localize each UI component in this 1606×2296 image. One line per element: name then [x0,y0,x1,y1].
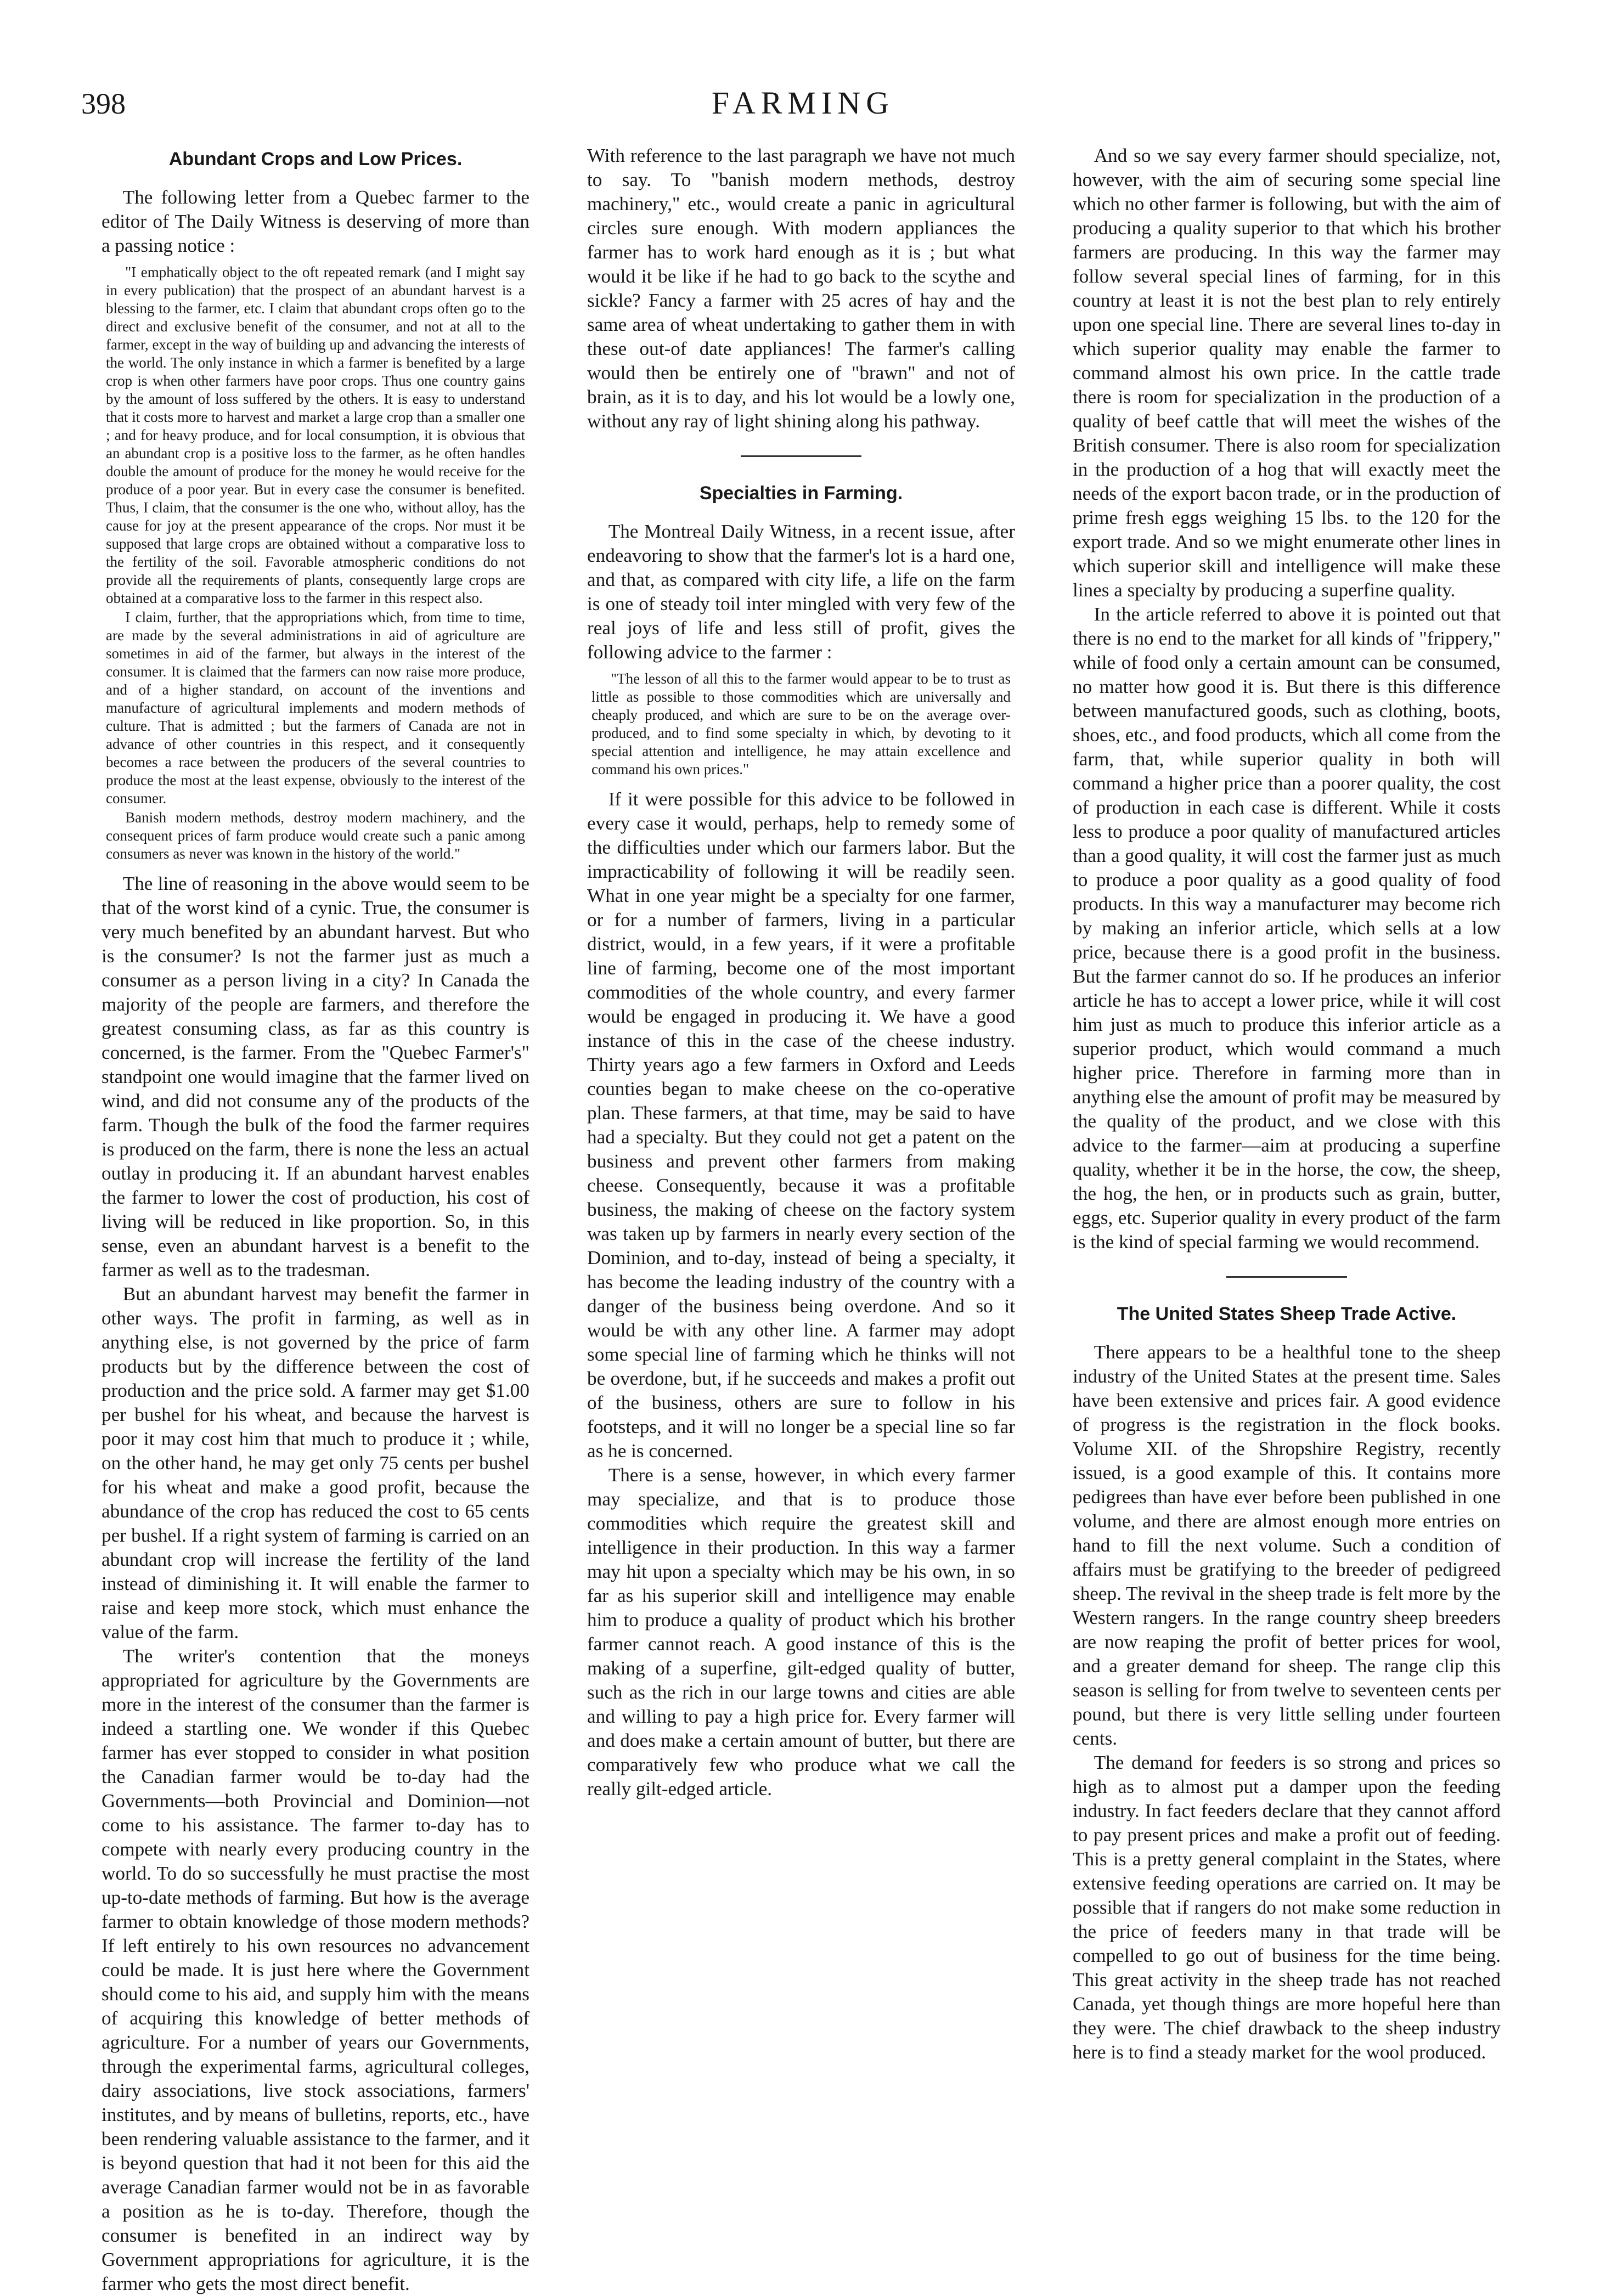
letter-quote [102,263,529,863]
quote-paragraph: I claim, further, that the appropriations which, from time to time, are made by the several administrations in aid of agriculture are sometimes in aid of the farmer, but always in the interest of the consumer. It is claimed that the farmers can now raise more produce, and of a higher standard, on account of the inventions and manufacture of agricultural implements and modern methods of culture. That is admitted ; but the farmers of Canada are not in advance of other countries in this respect, and it consequently becomes a race between the producers of the several countries to produce the most at the least expense, obviously to the interest of the consumer. [106,609,525,806]
body-paragraph: With reference to the last paragraph we have not much to say. To "banish modern methods, destroy machinery," etc., would create a panic in agricultural circles sure enough. With modern appliances the farmer has to work hard enough as it is ; but what would it be like if he had to go back to the scythe and sickle? Fancy a farmer with 25 acres of hay and the same area of wheat undertaking to gather them in with these out-of date appliances! The farmer's calling would then be entirely one of "brawn" and not of brain, as it is to day, and his lot would be a lowly one, without any ray of light shining along his pathway. [587,145,1015,432]
body-paragraph: But an abundant harvest may benefit the farmer in other ways. The profit in farming, as well as in anything else, is not governed by the price of farm products but by the difference between the cost of production and the price sold. A farmer may get $1.00 per bushel for his wheat, and because the harvest is poor it may cost him that much to produce it ; while, on the other hand, he may get only 75 cents per bushel for his wheat and make a good profit, because the abundance of the crop has reduced the cost to 65 cents per bushel. If a right system of farming is carried on an abundant crop will increase the fertility of the land instead of diminishing it. It will enable the farmer to raise and keep more stock, which must enhance the value of the farm. [102,1283,529,1643]
advice-quote [587,670,1015,779]
running-head: FARMING [711,85,895,121]
column-2 [587,144,1015,2135]
page-number: 398 [81,87,126,120]
quote-paragraph: Banish modern methods, destroy modern machinery, and the consequent prices of farm produce would create such a panic among consumers as never was known in the history of the world." [106,809,525,862]
body-paragraph: There is a sense, however, in which every farmer may specialize, and that is to produce those commodities which require the greatest skill and intelligence in their production. In this way a farmer may hit upon a specialty which may be his own, in so far as his superior skill and intelligence may enable him to produce a quality of product which his brother farmer cannot reach. A good instance of this is the making of a superfine, gilt-edged quality of butter, such as the rich in our large towns and cities are able and willing to pay a high price for. Every farmer will and does make a certain amount of butter, but there are comparatively few who produce what we call the really gilt-edged article. [587,1464,1015,1799]
article-heading: Abundant Crops and Low Prices. [168,149,463,170]
article-intro: The following letter from a Quebec farmer to the editor of The Daily Witness is deserving of more than a passing notice : [102,187,529,256]
body-paragraph: The writer's contention that the moneys appropriated for agriculture by the Governments are more in the interest of the consumer than the farmer is indeed a startling one. We wonder if this Quebec farmer has ever stopped to consider in what position the Canadian farmer would be to-day had the Governments—both Provincial and Dominion—not come to his assistance. The farmer to-day has to compete with nearly every producing country in the world. To do so successfully he must practise the most up-to-date methods of farming. But how is the average farmer to obtain knowledge of those modern methods? If left entirely to his own resources no advancement could be made. It is just here where the Government should come to his aid, and supply him with the means of acquiring this knowledge of better methods of agriculture. For a number of years our Governments, through the experimental farms, agricultural colleges, dairy associations, live stock associations, farmers' institutes, and by means of bulletins, reports, etc., have been rendering valuable assistance to the farmer, and it is beyond question that had it not been for this aid the average Canadian farmer would not be in as favorable a position as he is to-day. Therefore, though the consumer is benefited in an indirect way by Government appropriations for agriculture, it is the farmer who gets the most direct benefit. [102,1645,529,2294]
body-paragraph: In the article referred to above it is pointed out that there is no end to the market for all kinds of "frippery," while of food only a certain amount can be consumed, no matter how good it is. But there is this difference between manufactured goods, such as clothing, boots, shoes, etc., and food products, which all come from the farm, that, while superior quality in both will command a higher price than a poorer quality, the cost of production in each case is different. While it costs less to produce a poor quality of manufactured articles than a good quality, it will cost the farmer just as much to produce a poor quality as a good quality of food products. In this way a manufacturer may become rich by making an inferior article, which sells at a low price, because there is a good profit in the business. But the farmer cannot do so. If he produces an inferior article he has to accept a lower price, while it will cost him just as much to produce this inferior article as a superior product, which would command a much higher price. Therefore in farming more than in anything else the amount of profit may be measured by the quality of the product, and we close with this advice to the farmer—aim at producing a superfine quality, whether it be in the horse, the cow, the sheep, the hog, the hen, or in products such as grain, butter, eggs, etc. Superior quality in every product of the farm is the kind of special farming we would recommend. [1073,603,1501,1253]
column-3 [1073,144,1501,2135]
article-heading: The United States Sheep Trade Active. [1117,1304,1457,1324]
section-divider [741,455,861,457]
column-1 [102,144,529,2294]
quote-paragraph: "I emphatically object to the oft repeated remark (and I might say in every publication) that the prospect of an abundant harvest is a blessing to the farmer, etc. I claim that abundant crops often go to the direct and exclusive benefit of the consumer, and not at all to the farmer, except in the way of building up and advancing the interests of the world. The only instance in which a farmer is benefited by a large crop is when other farmers have poor crops. Thus one country gains by the amount of loss suffered by the others. It is easy to understand that it costs more to harvest and market a large crop than a smaller one ; and for heavy produce, and for local consumption, it is obvious that an abundant crop is a positive loss to the farmer, as he often handles double the amount of produce for the money he would receive for the produce of a poor year. But in every case the consumer is benefited. Thus, I claim, that the consumer is the one who, without alloy, has the cause for joy at the present appearance of the crops. Nor must it be supposed that large crops are obtained without a comparative loss to the fertility of the soil. Favorable atmospheric conditions do not provide all the requirements of plants, consequently large crops are obtained at a comparative loss to the farmer in this respect also. [106,264,525,606]
body-paragraph: If it were possible for this advice to be followed in every case it would, perhaps, help to remedy some of the difficulties under which our farmers labor. But the impracticability of following it will be readily seen. What in one year might be a specialty for one farmer, or for a number of farmers, living in a particular district, would, in a few years, if it were a profitable line of farming, become one of the most important commodities of the whole country, and every farmer would be engaged in producing it. We have a good instance of this in the case of the cheese industry. Thirty years ago a few farmers in Oxford and Leeds counties began to make cheese on the co-operative plan. These farmers, at that time, may be said to have had a specialty. But they could not get a patent on the business and prevent other farmers from making cheese. Consequently, because it was a profitable business, the making of cheese on the factory system was taken up by farmers in nearly every section of the Dominion, and to-day, instead of being a specialty, it has become the leading industry of the country with a danger of the business being overdone. And so it would be with any other line. A farmer may adopt some special line of farming which he thinks will not be overdone, but, if he succeeds and makes a profit out of the business, others are sure to follow in his footsteps, and it will no longer be a special line so far as he is concerned. [587,788,1015,1462]
article-heading: Specialties in Farming. [699,483,903,504]
body-paragraph: There appears to be a healthful tone to the sheep industry of the United States at the present time. Sales have been extensive and prices fair. A good evidence of progress is the registration in the flock books. Volume XII. of the Shropshire Registry, recently issued, is a good example of this. It contains more pedigrees than have ever before been published in one volume, and there are almost enough more entries on hand to fill the next volume. Such a condition of affairs must be gratifying to the breeder of pedigreed sheep. The revival in the sheep trade is felt more by the Western rangers. In the range country sheep breeders are now reaping the profit of better prices for wool, and a greater demand for sheep. The range clip this season is selling for from twelve to seventeen cents per pound, but there is very little selling under fourteen cents. [1073,1341,1501,1749]
section-divider [1226,1276,1347,1278]
quote-paragraph: "The lesson of all this to the farmer would appear to be to trust as little as possible to those commodities which are universally and cheaply produced, and which are sure to be on the average over-produced, and to find some specialty in which, by devoting to it special attention and intelligence, he may attain excellence and command his own prices." [591,670,1011,777]
article-intro: The Montreal Daily Witness, in a recent issue, after endeavoring to show that the farmer's lot is a hard one, and that, as compared with city life, a life on the farm is one of steady toil inter mingled with very few of the real joys of life and less still of profit, gives the following advice to the farmer : [587,521,1015,663]
body-paragraph: The demand for feeders is so strong and prices so high as to almost put a damper upon the feeding industry. In fact feeders declare that they cannot afford to pay present prices and make a profit out of feeding. This is a pretty general complaint in the States, where extensive feeding operations are carried on. It may be possible that if rangers do not make some reduction in the price of feeders many in that trade will be compelled to go out of business for the time being. This great activity in the sheep trade has not reached Canada, yet though things are more hopeful here than they were. The chief drawback to the sheep industry here is to find a steady market for the wool produced. [1073,1752,1501,2063]
body-paragraph: And so we say every farmer should specialize, not, however, with the aim of securing some special line which no other farmer is following, but with the aim of producing a quality superior to that which his brother farmers are producing. In this way the farmer may follow several special lines of farming, for in this country at least it is not the best plan to rely entirely upon one special line. There are several lines to-day in which superior quality may enable the farmer to command almost his own price. In the cattle trade there is room for specialization in the production of a quality of beef cattle that will meet the wishes of the British consumer. There is also room for specialization in the production of a hog that will exactly meet the needs of the export bacon trade, or in the production of prime fresh eggs weighing 15 lbs. to the 120 for the export trade. And so we might enumerate other lines in which superior skill and intelligence will make these lines a specialty by producing a superfine quality. [1073,145,1501,601]
body-paragraph: The line of reasoning in the above would seem to be that of the worst kind of a cynic. True, the consumer is very much benefited by an abundant harvest. But who is the consumer? Is not the farmer just as much a consumer as a person living in a city? In Canada the majority of the people are farmers, and therefore the greatest consuming class, as far as this country is concerned, is the farmer. From the "Quebec Farmer's" standpoint one would imagine that the farmer lived on wind, and did not consume any of the products of the farm. Though the bulk of the food the farmer requires is produced on the farm, there is none the less an actual outlay in producing it. If an abundant harvest enables the farmer to lower the cost of production, his cost of living will be reduced in like proportion. So, in this sense, even an abundant harvest is a benefit to the farmer as well as to the tradesman. [102,873,529,1280]
